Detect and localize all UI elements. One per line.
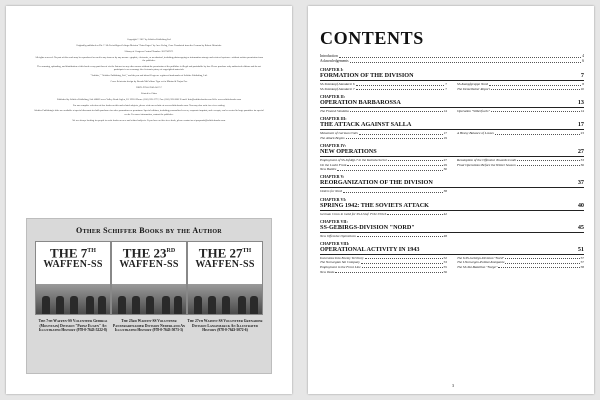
toc-chapter [320,174,584,194]
toc-entry-page: 36 [580,162,584,167]
front-matter-paragraph: We are always looking for people to write books on new and related subjects. If you have an idea for a book, please contact us at proposals@schifferbooks.com. [72,118,226,122]
chapter-label: CHAPTER II: [320,93,346,99]
dot-leader [505,258,580,259]
book-cover-subtitle: WAFFEN-SS [43,259,103,270]
dot-leader [337,170,442,171]
front-matter-paragraph: All rights reserved. No part of this work may be reproduced or used in any form or by any means—graphic, electronic, or mechanical, including photocopying or information storage and retrieval systems—without written permission from the publisher. [35,55,263,62]
toc-entry-page: 23 [580,131,584,136]
toc-entry-title: On the Louhi Front [320,162,347,167]
toc-entry-page: 6 [582,59,584,64]
soldier-figure [162,296,170,314]
soldier-figure [174,296,182,314]
toc-entry-page: 7 [445,86,447,91]
section-entry[interactable] [320,189,447,194]
toc-entry-title: SS-GEBIRGS-DIVISION "NORD" [320,223,415,231]
toc-entry-page: 42 [443,211,447,216]
chapter-heading[interactable] [320,72,584,81]
dot-leader [495,134,580,135]
toc-entry-page: 58 [580,265,584,270]
toc-entry-title: Resumption of the Offensive Towards Louhi [457,157,517,162]
dot-leader [335,272,442,273]
toc-entry-page: 17 [443,131,447,136]
toc-entry-page: 56 [443,269,447,274]
toc-entry-title: The Norwegian Ski Company [320,260,360,265]
soldier-figure [146,296,154,314]
front-matter-paragraph: Schiffer Publishing's titles are available at special discounts for bulk purchases for sales promotions or premiums. Special editions, including personalized covers, corporate imprints, and excerpts, can be created in large quantities for special needs. For more information, contact the publisher. [34,109,264,116]
toc-entry-page: 40 [577,201,584,209]
dot-leader [505,263,579,264]
chapter-sections [320,158,584,172]
front-matter-paragraph: Printed in China [141,91,157,95]
toc-entry-title: OPERATIONAL ACTIVITY IN 1943 [320,245,420,253]
section-entry[interactable] [457,265,584,270]
book-cover-number: THE 7 [50,245,88,261]
dot-leader [361,263,443,264]
chapter-label: CHAPTER IV: [320,142,346,148]
toc-entry-page: 27 [443,157,447,162]
soldier-figure [194,296,202,314]
soldier-figure [250,296,258,314]
toc-entry-title: The Finnish Vendetta [320,108,349,113]
book-cover-title [36,245,110,259]
toc-entry-page: 53 [443,260,447,265]
toc-entry-title: REORGANIZATION OF THE DIVISION [320,179,433,187]
section-entry[interactable] [320,270,447,275]
toc-entry-title: SS-Totenkopf-Standarte 6 [320,82,355,87]
toc-entry-title: THE ATTACK AGAINST SALLA [320,121,412,129]
toc-entry-title: The 6.SS-Gebirgs-Division "Nord" [457,255,504,260]
toc-entry-page: 45 [577,223,584,231]
dot-leader [517,165,580,166]
chapter-heading[interactable] [320,148,584,157]
toc-entry-title: Movement of German Units [320,131,358,136]
book-list [35,241,263,333]
toc-entry-page: 33 [580,157,584,162]
toc-entry-title: The SS-Ski-Bataillon "Norge" [457,265,498,270]
book-item [111,241,187,333]
soldier-figure [132,296,140,314]
book-cover [187,241,263,315]
toc-entry-page: 13 [577,98,584,106]
toc-entry-title: Orders for Nord [320,189,342,194]
section-entry[interactable] [320,109,447,114]
page-number: 3 [452,383,454,388]
dot-leader [359,134,443,135]
soldier-figure [222,296,230,314]
dot-leader [356,86,447,91]
table-of-contents [320,54,584,274]
soldier-figure [86,296,94,314]
toc-entry-page: 14 [580,108,584,113]
section-entry[interactable] [320,212,447,217]
soldier-figure [42,296,50,314]
chapter-label: CHAPTER VII: [320,218,348,224]
toc-entry-page: 48 [443,233,447,238]
dot-leader [346,138,443,139]
front-matter-paragraph: "Schiffer," "Schiffer Publishing, Ltd.," and the pen and inkwell logo are registered trademarks of Schiffer Publishing, Ltd. [90,74,208,78]
section-entry[interactable] [320,167,447,172]
soldier-figure [238,296,246,314]
book-cover-title [112,245,186,259]
toc-entry-page: 14 [443,108,447,113]
section-entry[interactable] [457,109,584,114]
dot-leader [343,192,443,193]
section-entry[interactable] [320,136,447,141]
left-page [6,6,292,394]
front-matter-paragraph: The scanning, uploading, and distribution of this book or any part thereof via the Internet or any other means without the permission of the publisher is illegal and punishable by law. Please purchase only authorized editions and do not participate in or encourage the electronic piracy of copyrighted materials. [37,64,261,72]
chapter-sections [320,109,584,114]
front-matter-paragraph: For our complete selection of fine books on this and related subjects, please visit our website at www.schifferbooks.com. You may also write for a free catalog. [72,103,226,107]
toc-entry-title: New Tasks [320,269,335,274]
dot-leader [357,236,443,237]
dot-leader [489,85,581,86]
book-cover-subtitle: WAFFEN-SS [195,259,255,270]
book-caption: The 27th Waffen-SS Volunteer Grenadier Division Langemarck An Illustrated History (978-0-7643-5072-6) [187,319,263,333]
toc-entry-title: FORMATION OF THE DIVISION [320,72,414,80]
toc-entry-page: 19 [443,135,447,140]
dot-leader [387,214,442,215]
dot-leader [388,160,443,161]
chapter-sections [320,256,584,274]
chapter-heading[interactable] [320,202,584,211]
front-matter-paragraph: Originally published as Die 7. SS-Freiwilligen-Gebirgs-Division "Prinz Eugen" by Ares Verlag, Graz. Translated from the German by Robert Heinrichs. [76,43,222,47]
front-matter-paragraph: Copyright © 2017 by Schiffer Publishing Ltd. [126,38,172,41]
soldier-figure [56,296,64,314]
toc-entry-page: 37 [577,179,584,187]
chapter-sections [320,82,584,91]
front-matter-paragraph: Cover & interior design by Brenda McCallum. Type set in Minion & Trajan Pro. [110,79,188,83]
toc-entry-title: The Demelhuber Report [457,86,490,91]
book-cover [111,241,187,315]
book-cover-photo [36,284,110,314]
book-caption: The 7th Waffen-SS Volunteer Gebirgs (Mountain) Division "Prinz Eugen" An Illustrated History (978-0-7643-5222-8) [38,319,108,333]
book-caption: The 23rd Waffen-SS Volunteer Panzergrenadier Division Nederland An Illustrated History (978-0-7643-5073-3) [112,319,186,333]
copyright-front-matter [34,38,264,124]
section-entry[interactable] [320,234,447,239]
toc-entry-title: SS-Totenkopf-Standarte 7 [320,86,355,91]
toc-entry-page: 55 [443,265,447,270]
toc-entry-page: 30 [443,167,447,172]
toc-chapter [320,67,584,91]
toc-entry-title: German Cross in Gold for SS-Ustuf. Fritz Ulrich [320,211,387,216]
toc-entry-title: Final Operations Before the Winter Season [457,162,516,167]
toc-entry-title: SPRING 1942: THE SOVIETS ATTACK [320,201,429,209]
toc-entry-page: 29 [443,162,447,167]
toc-entry-page: 38 [443,189,447,194]
dot-leader [491,89,580,90]
toc-entry-title: A Heavy Balance of Losses [457,131,494,136]
book-cover-ordinal: TH [242,248,252,254]
front-matter-paragraph: Published by Schiffer Publishing, Ltd. 4880 Lower Valley Road Atglen, PA 19310 Phone: (610) 593-1777; Fax: (610) 593-2002 E-mail: Info@schifferbooks.com Web: www.schifferbooks.com [56,97,242,101]
toc-entry-page: 52 [443,255,447,260]
toc-entry-title: OPERATION BARBAROSSA [320,98,401,106]
book-item [35,241,111,333]
dot-leader [350,62,582,63]
toc-entry-page: 57 [580,260,584,265]
toc-entry-page: 7 [580,72,584,80]
toc-entry-page: 57 [580,255,584,260]
toc-entry-title: Operation "Silberfuchs" [457,108,490,113]
toc-entry-title: The Attack Begins [320,135,345,140]
dot-leader [347,165,442,166]
chapter-label: CHAPTER V: [320,174,345,180]
book-cover-photo [112,284,186,314]
chapter-heading[interactable] [320,121,584,130]
dot-leader [498,267,579,268]
book-item [187,241,263,333]
front-matter-paragraph: ISBN: 978-0-7643-5417-7 [136,85,162,89]
toc-entry-page: 27 [577,147,584,155]
toc-chapter [320,241,584,274]
soldier-figure [118,296,126,314]
soldier-figure [70,296,78,314]
dot-leader [350,111,443,112]
chapter-sections [320,212,584,217]
toc-entry-page: 10 [580,86,584,91]
toc-entry-title: NEW OPERATIONS [320,147,377,155]
section-entry[interactable] [457,87,584,92]
toc-entry-title: Incursions Into Enemy Territory [320,255,364,260]
dot-leader [339,57,581,58]
toc-entry-title: Acknowledgements [320,59,349,64]
toc-entry-title: New Offensive Operations [320,233,356,238]
soldier-figure [208,296,216,314]
contents-title: CONTENTS [320,28,424,48]
toc-chapter [320,94,584,114]
chapter-heading[interactable] [320,224,584,233]
chapter-label: CHAPTER I: [320,67,344,73]
book-cover [35,241,111,315]
section-entry[interactable] [457,163,584,168]
toc-chapter [320,116,584,140]
chapter-heading[interactable] [320,99,584,108]
toc-entry-title: Introduction [320,54,338,58]
toc-entry-page: 4 [582,54,584,58]
toc-entry-page: 51 [577,245,584,253]
book-cover-subtitle: WAFFEN-SS [119,259,179,270]
dot-leader [362,267,443,268]
book-cover-ordinal: TH [87,248,96,254]
toc-entry-page: 7 [445,82,447,87]
other-books-title: Other Schiffer Books by the Author [76,226,222,235]
chapter-heading[interactable] [320,246,584,255]
toc-chapter [320,143,584,172]
book-cover-ordinal: RD [166,248,176,254]
chapter-label: CHAPTER III: [320,116,347,122]
chapter-sections [320,131,584,140]
toc-front-entry[interactable] [320,59,584,64]
toc-entry-title: SS-Kampfgruppe Nord [457,82,488,87]
chapter-heading[interactable] [320,179,584,188]
chapter-sections [320,234,584,239]
dot-leader [491,111,580,112]
section-entry[interactable] [457,131,584,136]
toc-entry-title: Employment in the Front Line [320,265,361,270]
soldier-figure [98,296,106,314]
book-cover-number: THE 27 [198,245,243,261]
chapter-label: CHAPTER VI: [320,196,347,202]
toc-chapter [320,197,584,217]
toc-entry-page: 8 [582,82,584,87]
other-books-panel [26,218,272,374]
book-cover-title [188,245,262,259]
toc-entry-title: Employment of SS-Inf.Rgt.7 in the Kairala Sector [320,157,388,162]
book-cover-number: THE 23 [122,245,167,261]
section-entry[interactable] [320,87,447,92]
dot-leader [356,85,445,86]
toc-entry-title: The I.Norwegen-Polizei-Kompanie [457,260,505,265]
chapter-sections [320,189,584,194]
book-cover-photo [188,284,262,314]
dot-leader [365,258,443,259]
toc-chapter [320,219,584,239]
right-page [308,6,594,394]
toc-entry-title: New Battles [320,167,337,172]
chapter-label: CHAPTER VIII: [320,240,350,246]
dot-leader [517,160,579,161]
front-matter-paragraph: Library of Congress Control Number: 2017947371 [124,49,174,53]
toc-entry-page: 17 [577,121,584,129]
